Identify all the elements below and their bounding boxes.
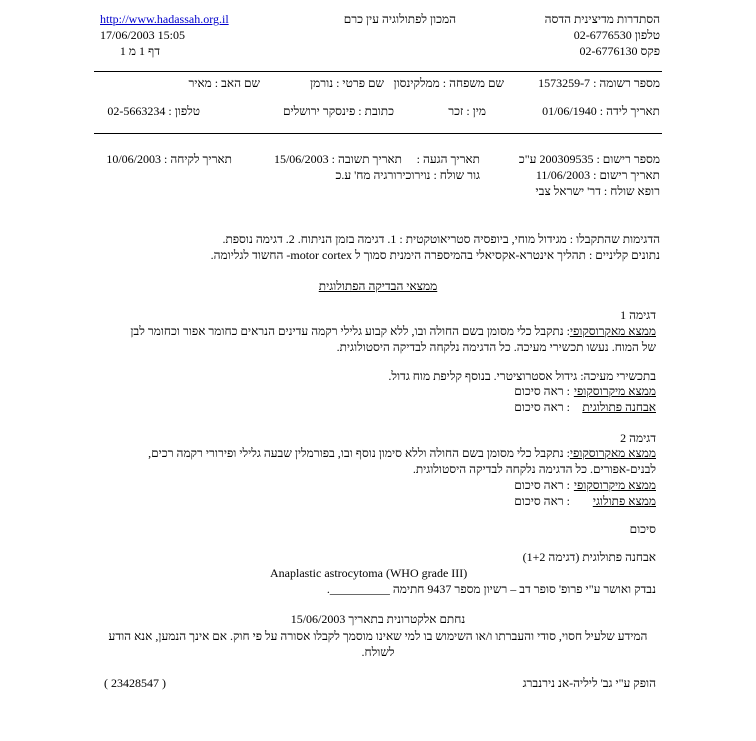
electronic-signature: נחתם אלקטרונית בתאריך 15/06/2003 (290, 612, 466, 626)
findings-title: ממצאי הבדיקה הפתולוגית (318, 279, 438, 293)
sample1-smear: בתכשירי מעיכה: גידול אסטרוציטרי. בנוסף קליפת מוח גדול. (388, 369, 656, 383)
sample2-diag-text: : ראה סיכום (514, 494, 570, 508)
divider (94, 71, 662, 72)
sample1-macro-label: ממצא מאקרוסקופי (569, 324, 656, 338)
approval-line: נבדק ואושר ע"י פרופ' סופר דב – רשיון מספר 9437 חתימה __________. (326, 582, 656, 596)
sample2-diag-label: ממצא פתולוגי (592, 494, 656, 508)
samples-received: הדגימות שהתקבלו : מגידול מוחי, ביופסיה סטריאוטקטית : 1. דגימה בזמן הניתוח. 2. דגימה נוספת. (222, 232, 660, 246)
page-number: דף 1 מ 1 (119, 44, 160, 58)
patient-record: מספר רשומה : 1573259-7 (538, 76, 660, 90)
sample2-macro-text2: לבנים-אפורים. כל הדגימה נלקחה לבדיקה היסטולוגית. (412, 462, 656, 476)
sending-unit: גור שולח : נוירוכירורגיה מח' ע.כ (335, 168, 480, 182)
patient-phone: טלפון : 02-5663234 (107, 104, 200, 118)
registration-number: מספר רישום : 200309535 ע"כ (518, 152, 660, 166)
summary-title: סיכום (629, 522, 656, 536)
arrival-date: תאריך הגעה : (416, 152, 480, 166)
header-fax: פקס 02-6776130 (579, 44, 660, 58)
clinical-data: נתונים קליניים : תהליך אינטרא-אקסיאלי בהמיספרה הימנית סמוך ל motor cortex- החשוד לגליומה. (210, 248, 660, 262)
sample1-diag-label: אבחנה פתולוגית (582, 400, 656, 414)
sample2-title: דגימה 2 (620, 431, 656, 445)
org-name: הסתדרות מדיצינית הדסה (544, 12, 660, 26)
header-phone: טלפון 02-6776530 (573, 28, 660, 42)
sample1-macro-text: : נתקבל כלי מסומן בשם החולה ובו, ללא קבוע גלילי רקמה עדינים הנראים כחומר אפור וכחומר לבן (130, 324, 570, 338)
answer-date: תאריך תשובה : 15/06/2003 (273, 152, 402, 166)
patient-birthdate: תאריך לידה : 01/06/1940 (542, 104, 660, 118)
registration-date: תאריך רישום : 11/06/2003 (535, 168, 660, 182)
patient-address: כתובת : פינסקר ירושלים (282, 104, 394, 118)
institute-name: המכון לפתולוגיה עין כרם (343, 12, 456, 26)
summary-diagnosis: Anaplastic astrocytoma (WHO grade III) (270, 566, 468, 580)
divider (94, 133, 662, 134)
summary-diagnosis-label: אבחנה פתולוגית (דגימה 1+2) (522, 550, 656, 564)
report-code: ( 23428547 ) (104, 676, 166, 690)
sample2-micro-label: ממצא מיקרוסקופי (573, 478, 656, 492)
referring-doctor: רופא שולח : דר' ישראל צבי (535, 184, 660, 198)
sample1-diag-text: : ראה סיכום (514, 400, 570, 414)
sample1-macro-text2: של המוח. נעשו תכשירי מעיכה. כל הדגימה נלקחה לבדיקה היסטולוגית. (336, 340, 656, 354)
patient-surname: שם משפחה : ממלקינסון (393, 76, 504, 90)
report-issuer: הופק ע"י גב' ליליה-אנ נירנברג (522, 676, 656, 690)
sample1-title: דגימה 1 (620, 308, 656, 322)
patient-sex: מין : זכר (448, 104, 486, 118)
patient-firstname: שם פרטי : נורמן (310, 76, 384, 90)
sample2-micro-text: : ראה סיכום (514, 478, 570, 492)
collection-date: תאריך לקיחה : 10/06/2003 (106, 152, 232, 166)
confidentiality-notice: המידע שלעיל חסוי, סודי והעברתו ו/או השימוש בו למי שאינו מוסמך לקבלו אסורה על פי חוק. אם אינך הנמען, אנא הודע לשולח. (108, 629, 648, 659)
sample1-micro-text: : ראה סיכום (514, 384, 570, 398)
print-datetime: 17/06/2003 15:05 (100, 28, 186, 42)
sample1-micro-label: ממצא מיקרוסקופי (573, 384, 656, 398)
patient-father: שם האב : מאיר (188, 76, 260, 90)
sample2-macro-text: : נתקבל כלי מסומן בשם החולה וללא סימון נוסף ובו, בפורמלין שבעה גלילי ופירורי רקמה רכים, (148, 446, 570, 460)
website-link[interactable]: http://www.hadassah.org.il (100, 12, 229, 26)
sample2-macro-label: ממצא מאקרוסקופי (569, 446, 656, 460)
